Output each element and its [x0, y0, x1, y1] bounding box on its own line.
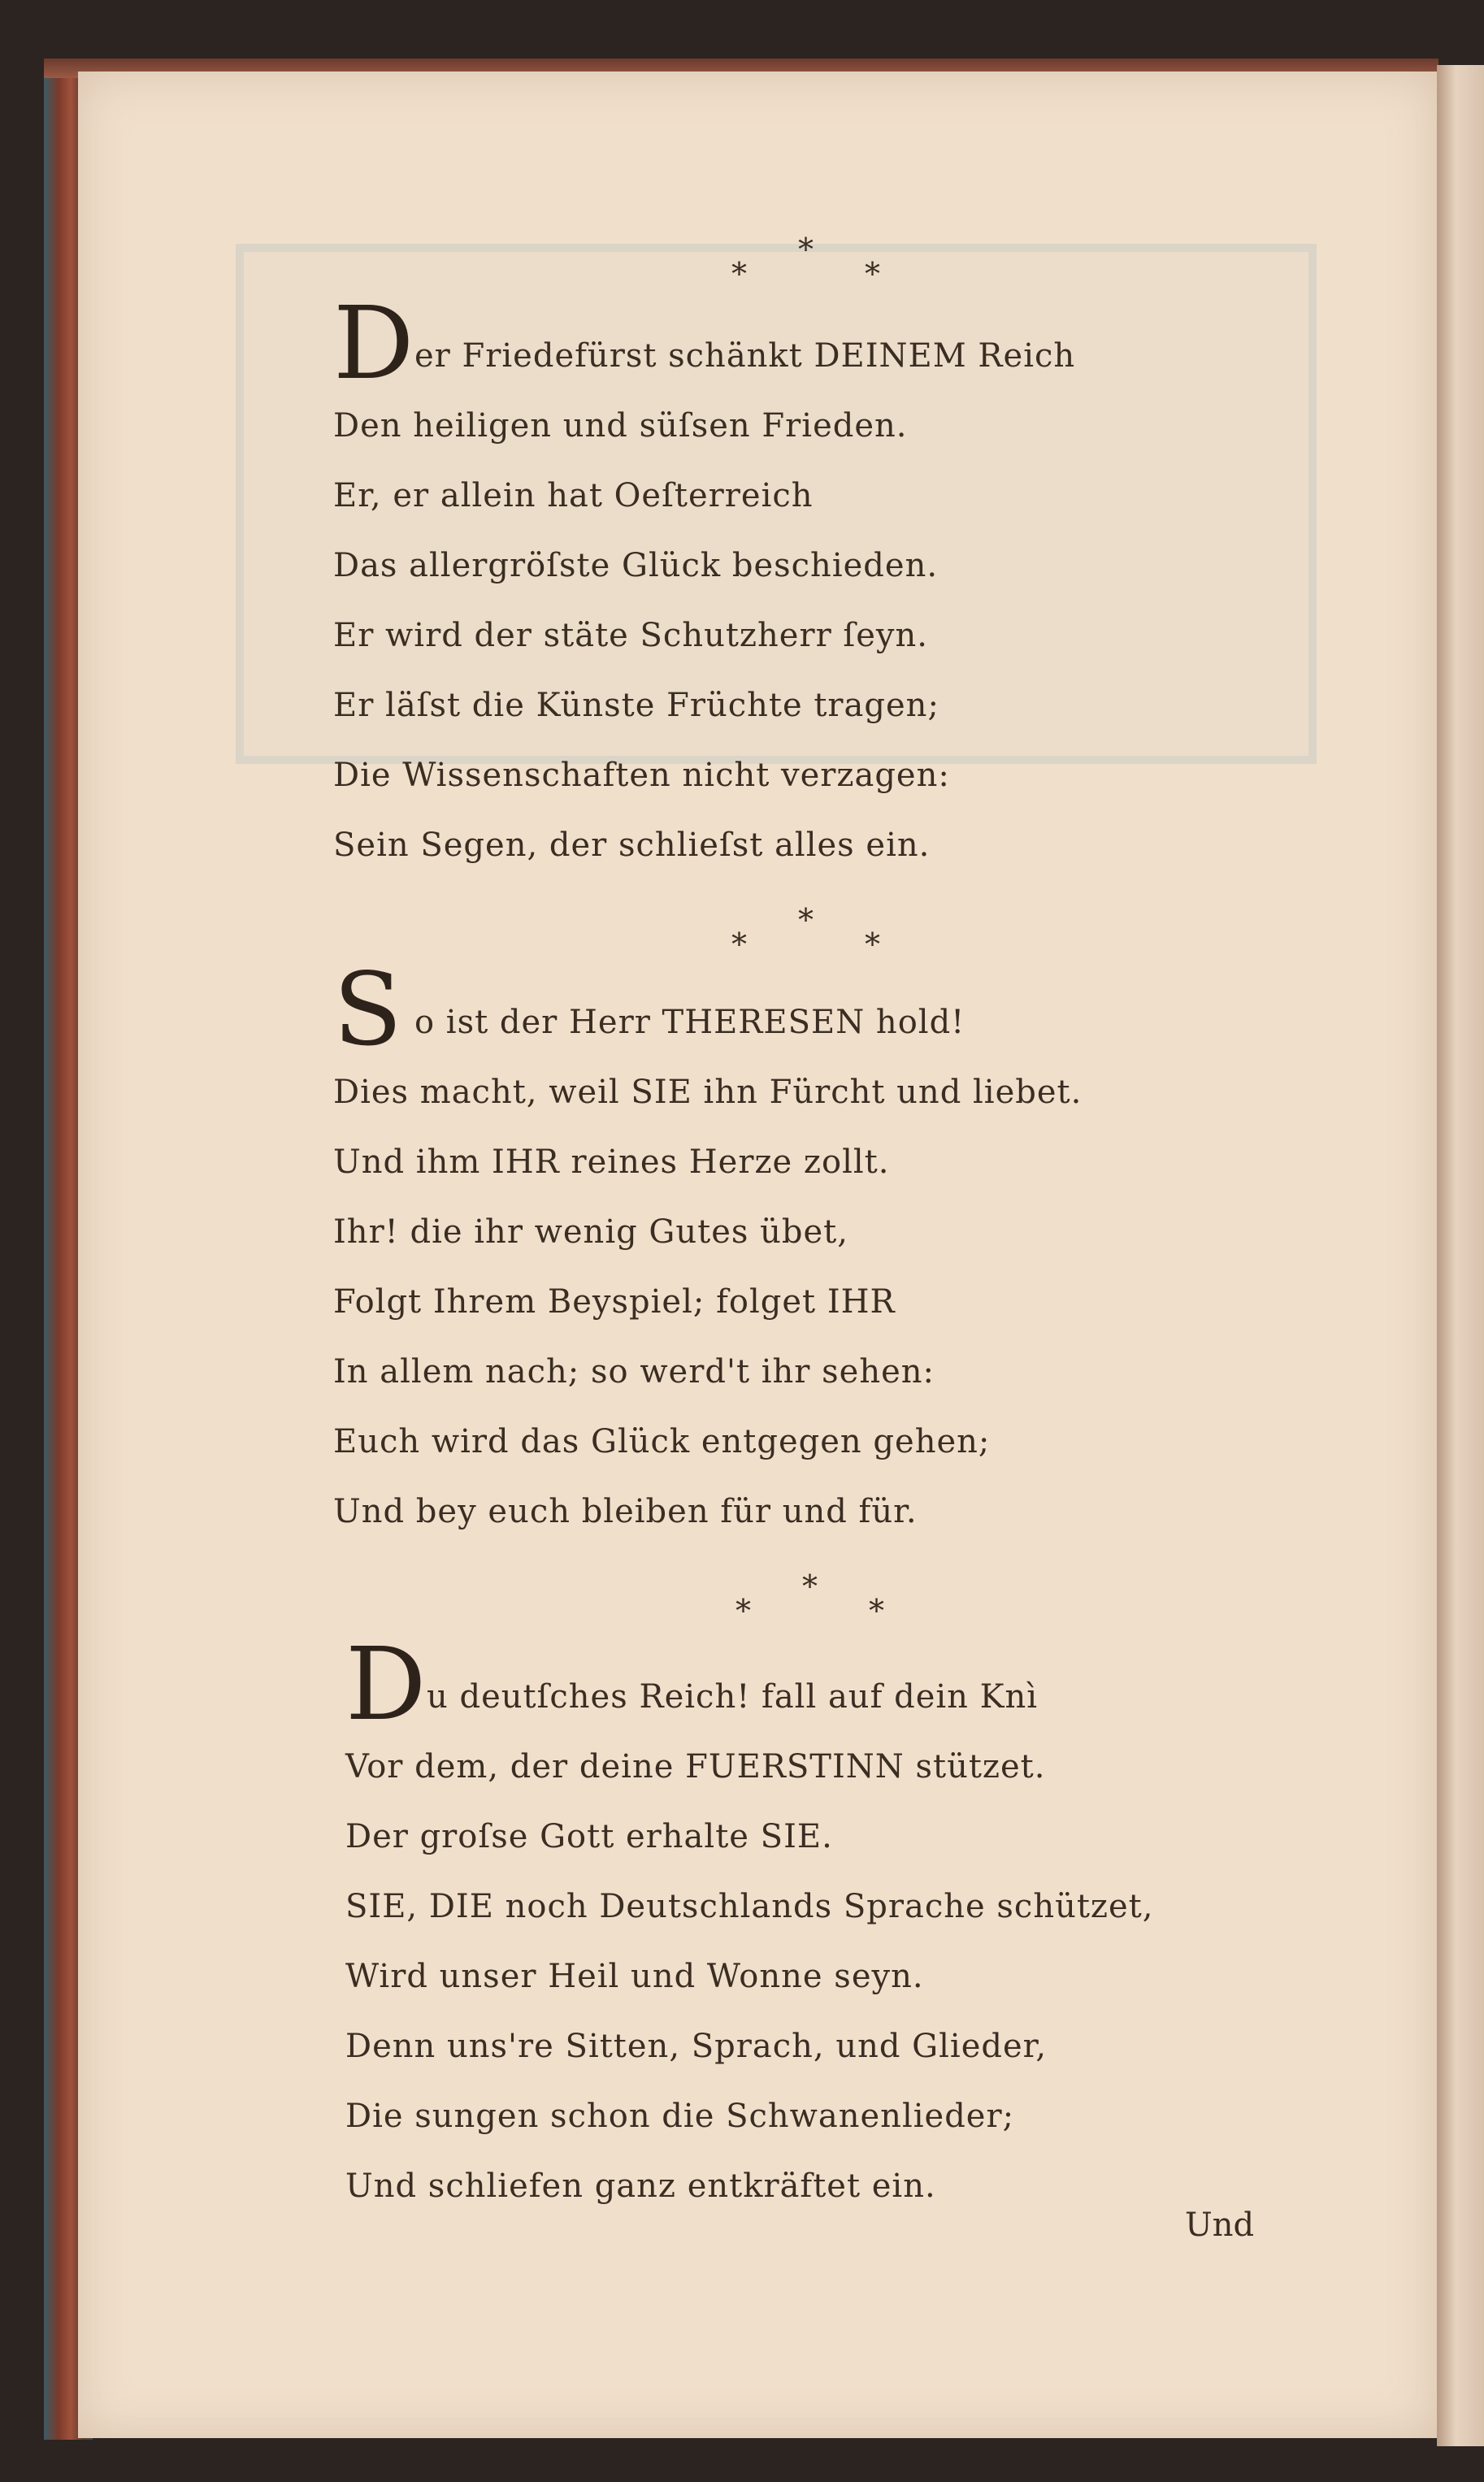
verse-line: Er läſst die Künste Früchte tragen; — [333, 687, 939, 724]
verse-line: Der groſse Gott erhalte SIE. — [345, 1818, 833, 1855]
stanza-separator-2: * * * — [731, 902, 880, 962]
drop-cap: D — [345, 1626, 427, 1743]
verse-line: Und bey euch bleiben für und für. — [333, 1493, 918, 1530]
verse-line: Und schliefen ganz entkräftet ein. — [345, 2167, 936, 2205]
verse-line: u deutſches Reich! fall auf dein Knì — [427, 1678, 1039, 1716]
verse-line: Denn uns're Sitten, Sprach, und Glieder, — [345, 2028, 1048, 2065]
stanza-3 — [345, 1626, 1239, 2221]
verse-line: Den heiligen und süſsen Frieden. — [333, 407, 908, 445]
verse-line: Das allergröſste Glück beschieden. — [333, 547, 939, 584]
catchword: Und — [1185, 2206, 1255, 2244]
stanza-separator-1: * * * — [731, 232, 880, 292]
verse-line: Die Wissenschaften nicht verzagen: — [333, 757, 950, 794]
drop-cap: S — [333, 952, 403, 1069]
verse-line: In allem nach; so werd't ihr sehen: — [333, 1353, 935, 1391]
verse-line: o ist der Herr THERESEN hold! — [414, 1004, 965, 1041]
verse-line: Folgt Ihrem Beyspiel; folget IHR — [333, 1283, 896, 1321]
verse-line: Wird unser Heil und Wonne seyn. — [345, 1958, 924, 1995]
stanza-separator-3: * * * — [735, 1569, 884, 1629]
stanza-2 — [333, 952, 1227, 1547]
verse-line: er Friedefürst schänkt DEINEM Reich — [414, 337, 1076, 375]
verse-line: Dies macht, weil SIE ihn Fürcht und liebet. — [333, 1074, 1083, 1111]
verse-line: Und ihm IHR reines Herze zollt. — [333, 1143, 890, 1181]
verse-line: Euch wird das Glück entgegen gehen; — [333, 1423, 991, 1460]
verse-line: Ihr! die ihr wenig Gutes übet, — [333, 1213, 848, 1251]
verse-line: Die sungen schon die Schwanenlieder; — [345, 2098, 1015, 2135]
drop-cap: D — [333, 285, 415, 402]
verse-line: Vor dem, der deine FUERSTINN stützet. — [345, 1748, 1046, 1786]
facing-page-edge — [1437, 65, 1484, 2446]
stanza-1 — [333, 285, 1227, 880]
verse-line: Er, er allein hat Oeſterreich — [333, 477, 814, 514]
verse-line: Sein Segen, der schlieſst alles ein. — [333, 827, 931, 864]
verse-line: Er wird der stäte Schutzherr ſeyn. — [333, 617, 928, 654]
verse-line: SIE, DIE noch Deutschlands Sprache schützet, — [345, 1888, 1154, 1925]
